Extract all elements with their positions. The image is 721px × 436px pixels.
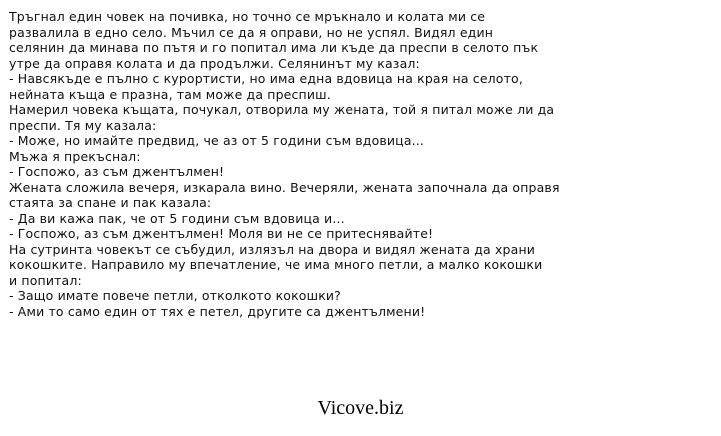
text-line: На сутринта човекът се събудил, излязъл на двора и видял жената да храни xyxy=(9,241,536,257)
text-line: стаята за спане и пак казала: xyxy=(9,195,212,210)
text-line: - Навсякъде е пълно с курортисти, но има една вдовица на края на селото, xyxy=(9,71,523,86)
text-line: - Ами то само един от тях е петел, другите са джентълмени! xyxy=(9,303,426,319)
text-line: Тръгнал един човек на почивка, но точно се мръкнало и колата ми се xyxy=(9,9,486,24)
text-line: преспи. Тя му казала: xyxy=(9,117,157,133)
text-line: - Госпожо, аз съм джентълмен! xyxy=(9,164,225,179)
text-line: развалила в едно село. Мъчил се да я оправи, но не успял. Видял един xyxy=(9,24,494,40)
text-line: кокошките. Направило му впечатление, че има много петли, а малко кокошки xyxy=(9,257,543,272)
text-line: - Защо имате повече петли, отколкото кокошки? xyxy=(9,288,341,303)
text-line: - Може, но имайте предвид, че аз от 5 години съм вдовица... xyxy=(9,133,425,148)
text-line: и попитал: xyxy=(9,272,82,288)
text-line: селянин да минава по пътя и го попитал има ли къде да преспи в селото пък xyxy=(9,40,539,55)
text-line: Мъжа я прекъснал: xyxy=(9,148,141,164)
text-line: Намерил човека къщата, почукал, отворила му жената, той я питал може ли да xyxy=(9,102,555,117)
text-line: Жената сложила вечеря, изкарала вино. Вечеряли, жената започнала да оправя xyxy=(9,179,560,195)
text-line: - Да ви кажа пак, че от 5 години съм вдовица и... xyxy=(9,210,345,226)
joke-text xyxy=(9,9,714,319)
site-watermark: Vicove.biz xyxy=(317,397,404,419)
text-line: нейната къща е празна, там може да преспиш. xyxy=(9,86,331,102)
text-line: - Госпожо, аз съм джентълмен! Моля ви не се притеснявайте! xyxy=(9,226,434,241)
text-line: утре да оправя колата и да продължи. Селянинът му казал: xyxy=(9,55,420,71)
